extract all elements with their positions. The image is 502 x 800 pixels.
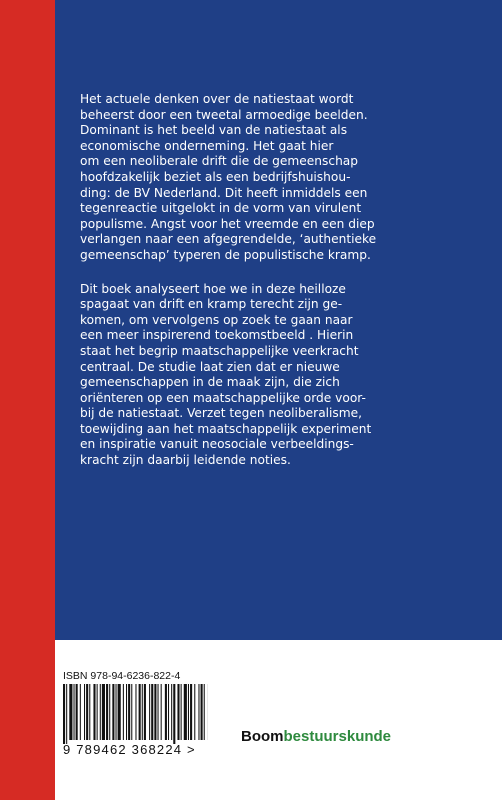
barcode-digits: 9 789462 368224 > [63,742,196,757]
barcode-icon [63,684,208,744]
publisher-brand: Boom [241,728,284,745]
red-spine-strip [0,0,55,800]
publisher-series: bestuurskunde [283,728,392,745]
barcode-area [55,640,502,800]
back-cover-blurb [80,92,470,469]
isbn-label: ISBN 978-94-6236-822-4 [63,670,181,682]
blurb-paragraph-2: Dit boek analyseert hoe we in deze heilloze spagaat van drift en kramp terecht zijn ge- komen, om vervolgens op zoek te gaan naar een meer inspirerend toekomstbeeld . Hierin staat het begrip maatschappelijke veerkracht centraal. De studie laat zien dat er nieuwe gemeenschappen in de maak zijn, die zich oriënteren op een maatschappelijke orde voor- bij de natiestaat. Verzet tegen neoliberalisme, toewijding aan het maatschappelijk experiment en inspiratie vanuit neosociale verbeeldings- kracht zijn daarbij leidende noties. [80,281,372,468]
blurb-paragraph-1: Het actuele denken over de natiestaat wordt beheerst door een tweetal armoedige beelden. Dominant is het beeld van de natiestaat als economische onderneming. Het gaat hier om een neoliberale drift die de gemeenschap hoofdzakelijk beziet als een bedrijfshuishou- ding: de BV Nederland. Dit heeft inmiddels een tegenreactie uitgelokt in de vorm van virulent populisme. Angst voor het vreemde en een diep verlangen naar een afgegrendelde, ‘authentieke gemeenschap’ typeren de populistische kramp. [80,92,377,262]
publisher-logo [241,728,391,745]
